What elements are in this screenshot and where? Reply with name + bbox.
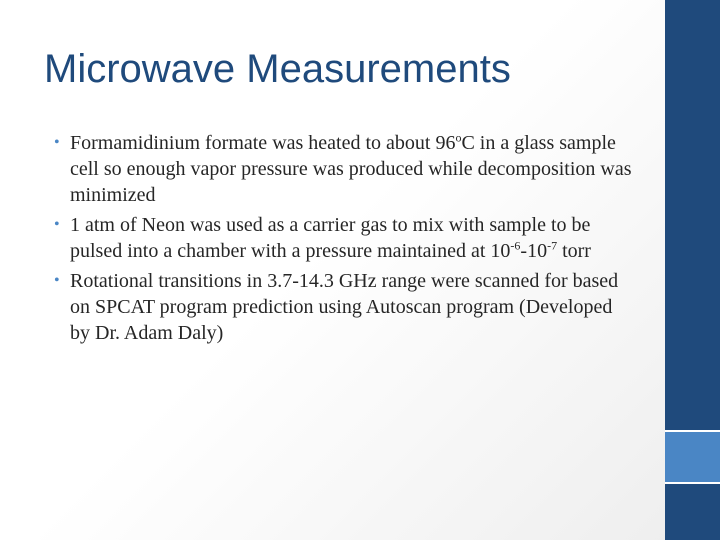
bullet-marker: • [54,272,60,289]
superscript-exponent: -7 [547,238,558,253]
bullet-text: 1 atm of Neon was used as a carrier gas to mix with sample to be pulsed into a chamber with a pressure maintained at 10 [70,214,591,262]
superscript-degree: o [455,130,462,145]
bullet-item-neon [54,212,634,264]
bullet-list [54,130,634,350]
bullet-text: Formamidinium formate was heated to about 96 [70,132,456,154]
bullet-item-transitions [54,268,634,346]
superscript-exponent: -6 [510,238,521,253]
bullet-marker: • [54,216,60,233]
bullet-marker: • [54,134,60,151]
bullet-text: torr [557,240,591,262]
band-accent-block [665,432,720,482]
bullet-text: Rotational transitions in 3.7-14.3 GHz range were scanned for based on SPCAT program prediction using Autoscan program (Developed by Dr. Adam Daly) [70,270,619,344]
bullet-text: C in a glass sample cell so enough vapor pressure was produced while decomposition was minimized [70,132,632,206]
slide-title: Microwave Measurements [44,47,511,91]
bullet-text: -10 [520,240,548,262]
bullet-item-heating [54,130,634,208]
band-divider-bottom [665,482,720,484]
